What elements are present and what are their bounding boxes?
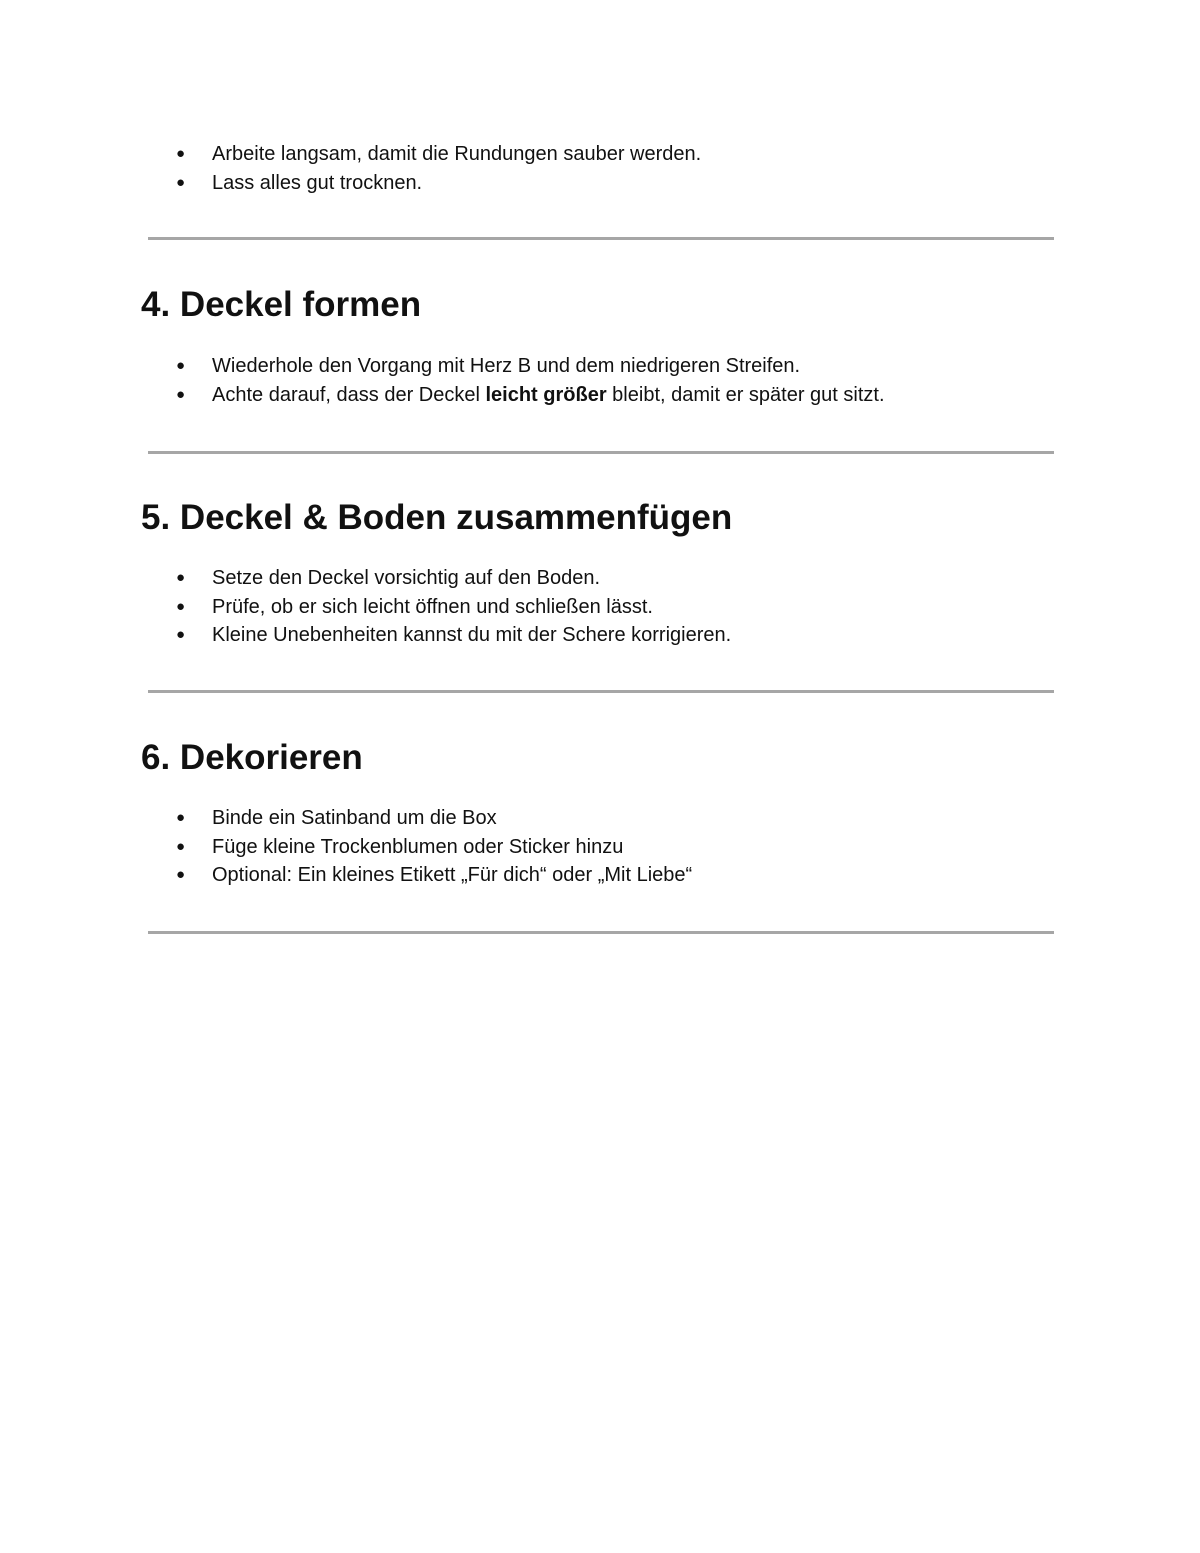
list-item-text: Kleine Unebenheiten kannst du mit der Schere korrigieren. bbox=[212, 624, 732, 646]
bullet-icon: ● bbox=[176, 837, 186, 855]
list-item-text: Setze den Deckel vorsichtig auf den Boden. bbox=[212, 567, 601, 589]
bold-text: leicht größer bbox=[485, 383, 607, 406]
bullet-icon: ● bbox=[176, 866, 186, 883]
horizontal-divider bbox=[148, 931, 1054, 934]
horizontal-divider bbox=[148, 451, 1054, 454]
horizontal-divider bbox=[148, 690, 1054, 693]
bullet-icon: ● bbox=[176, 809, 186, 826]
list-item-text: Prüfe, ob er sich leicht öffnen und schließen lässt. bbox=[212, 595, 653, 618]
list-item-text: Arbeite langsam, damit die Rundungen sauber werden. bbox=[212, 143, 702, 165]
text-segment: bleibt, damit er später gut sitzt. bbox=[606, 383, 885, 406]
bullet-icon: ● bbox=[176, 626, 186, 643]
bullet-icon: ● bbox=[176, 173, 186, 191]
list-item-text: Lass alles gut trocknen. bbox=[212, 171, 423, 194]
section-heading: 4. Deckel formen bbox=[141, 285, 422, 324]
text-segment: Achte darauf, dass der Deckel bbox=[212, 383, 486, 406]
bullet-icon: ● bbox=[176, 385, 186, 403]
list-item-text: Füge kleine Trockenblumen oder Sticker hinzu bbox=[212, 835, 624, 858]
list-item-text: Wiederhole den Vorgang mit Herz B und dem niedrigeren Streifen. bbox=[212, 355, 801, 377]
bullet-icon: ● bbox=[176, 597, 186, 615]
list-item-text bbox=[212, 381, 885, 410]
bullet-icon: ● bbox=[176, 569, 186, 586]
bullet-icon: ● bbox=[176, 357, 186, 374]
section-heading: 5. Deckel & Boden zusammenfügen bbox=[141, 498, 733, 537]
list-item-text: Binde ein Satinband um die Box bbox=[212, 807, 497, 829]
section-heading: 6. Dekorieren bbox=[141, 738, 363, 777]
list-item-text: Optional: Ein kleines Etikett „Für dich“ oder „Mit Liebe“ bbox=[212, 864, 693, 886]
bullet-icon: ● bbox=[176, 145, 186, 162]
horizontal-divider bbox=[148, 237, 1054, 240]
